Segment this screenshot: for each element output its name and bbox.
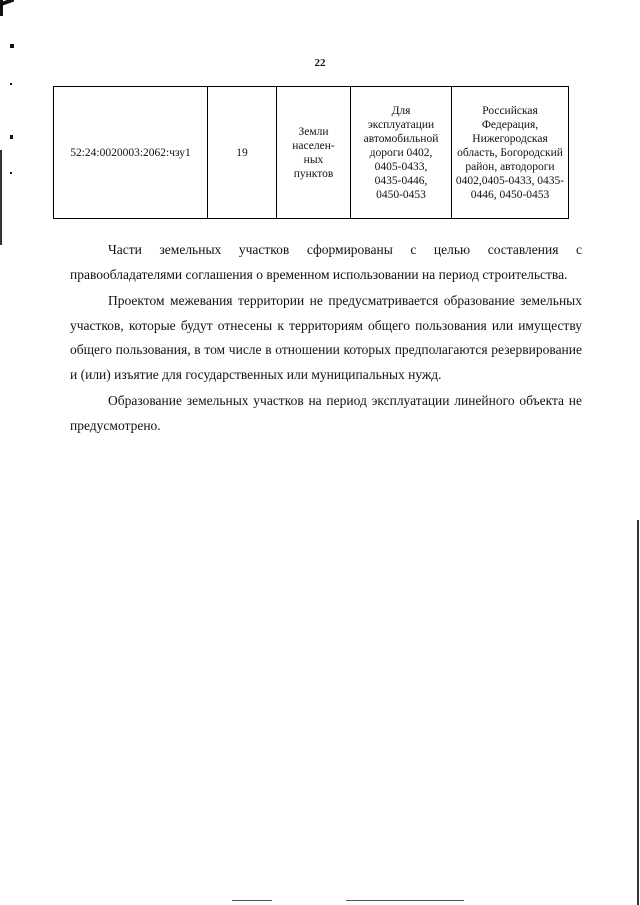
scan-dot: [10, 172, 12, 174]
land-category-cell: [277, 87, 351, 219]
paragraph: Образование земельных участков на период эксплуатации линейного объекта не предусмотрено.: [70, 393, 582, 433]
scan-bottom-line: [346, 900, 464, 901]
location-line: 0402,0405-0433, 0435-: [455, 174, 565, 187]
page-number: 22: [314, 57, 326, 69]
area-cell: 19: [208, 87, 277, 219]
scan-dot: [10, 135, 13, 139]
scan-corner-mark: [0, 0, 3, 16]
location-line: Федерация,: [481, 118, 539, 131]
location-line: 0446, 0450-0453: [470, 188, 550, 201]
purpose-line: эксплуатации: [367, 118, 435, 131]
purpose-line: автомобильной: [363, 132, 439, 145]
land-category-line: Земли: [298, 125, 329, 138]
scan-bottom-line: [232, 900, 272, 901]
body-text: [70, 238, 582, 438]
purpose-line: 0405-0433,: [374, 160, 428, 173]
purpose-line: 0435-0446,: [374, 174, 428, 187]
paragraph: Проектом межевания территории не предусматривается образование земельных участков, которые будут отнесены к территориям общего пользования или имуществу общего пользования, в том числе в отношении которых предполагаются резервирование и (или) изъятие для государственных или муниципальных нужд.: [70, 293, 582, 382]
scan-left-edge: [0, 150, 2, 245]
location-cell: [452, 87, 569, 219]
scan-dot: [10, 83, 12, 85]
purpose-line: 0450-0453: [376, 188, 426, 201]
location-line: район, автодороги: [465, 160, 555, 173]
table-row: [54, 87, 569, 219]
purpose-line: дороги 0402,: [369, 146, 433, 159]
purpose-line: Для: [391, 104, 411, 117]
parcel-table: [53, 86, 569, 219]
paragraph: Части земельных участков сформированы с целью составления с правообладателями соглашения о временном использовании на период строительства.: [70, 242, 582, 282]
scan-right-edge: [637, 520, 639, 905]
scan-dot: [10, 44, 14, 48]
land-category-line: населен-: [292, 139, 335, 152]
location-line: область, Богородский: [457, 146, 563, 159]
land-category-line: пунктов: [293, 167, 334, 180]
location-line: Нижегородская: [472, 132, 548, 145]
location-line: Российская: [482, 104, 538, 117]
purpose-cell: [351, 87, 452, 219]
cadastral-number-cell: 52:24:0020003:2062:чзу1: [54, 87, 208, 219]
land-category-line: ных: [303, 153, 324, 166]
